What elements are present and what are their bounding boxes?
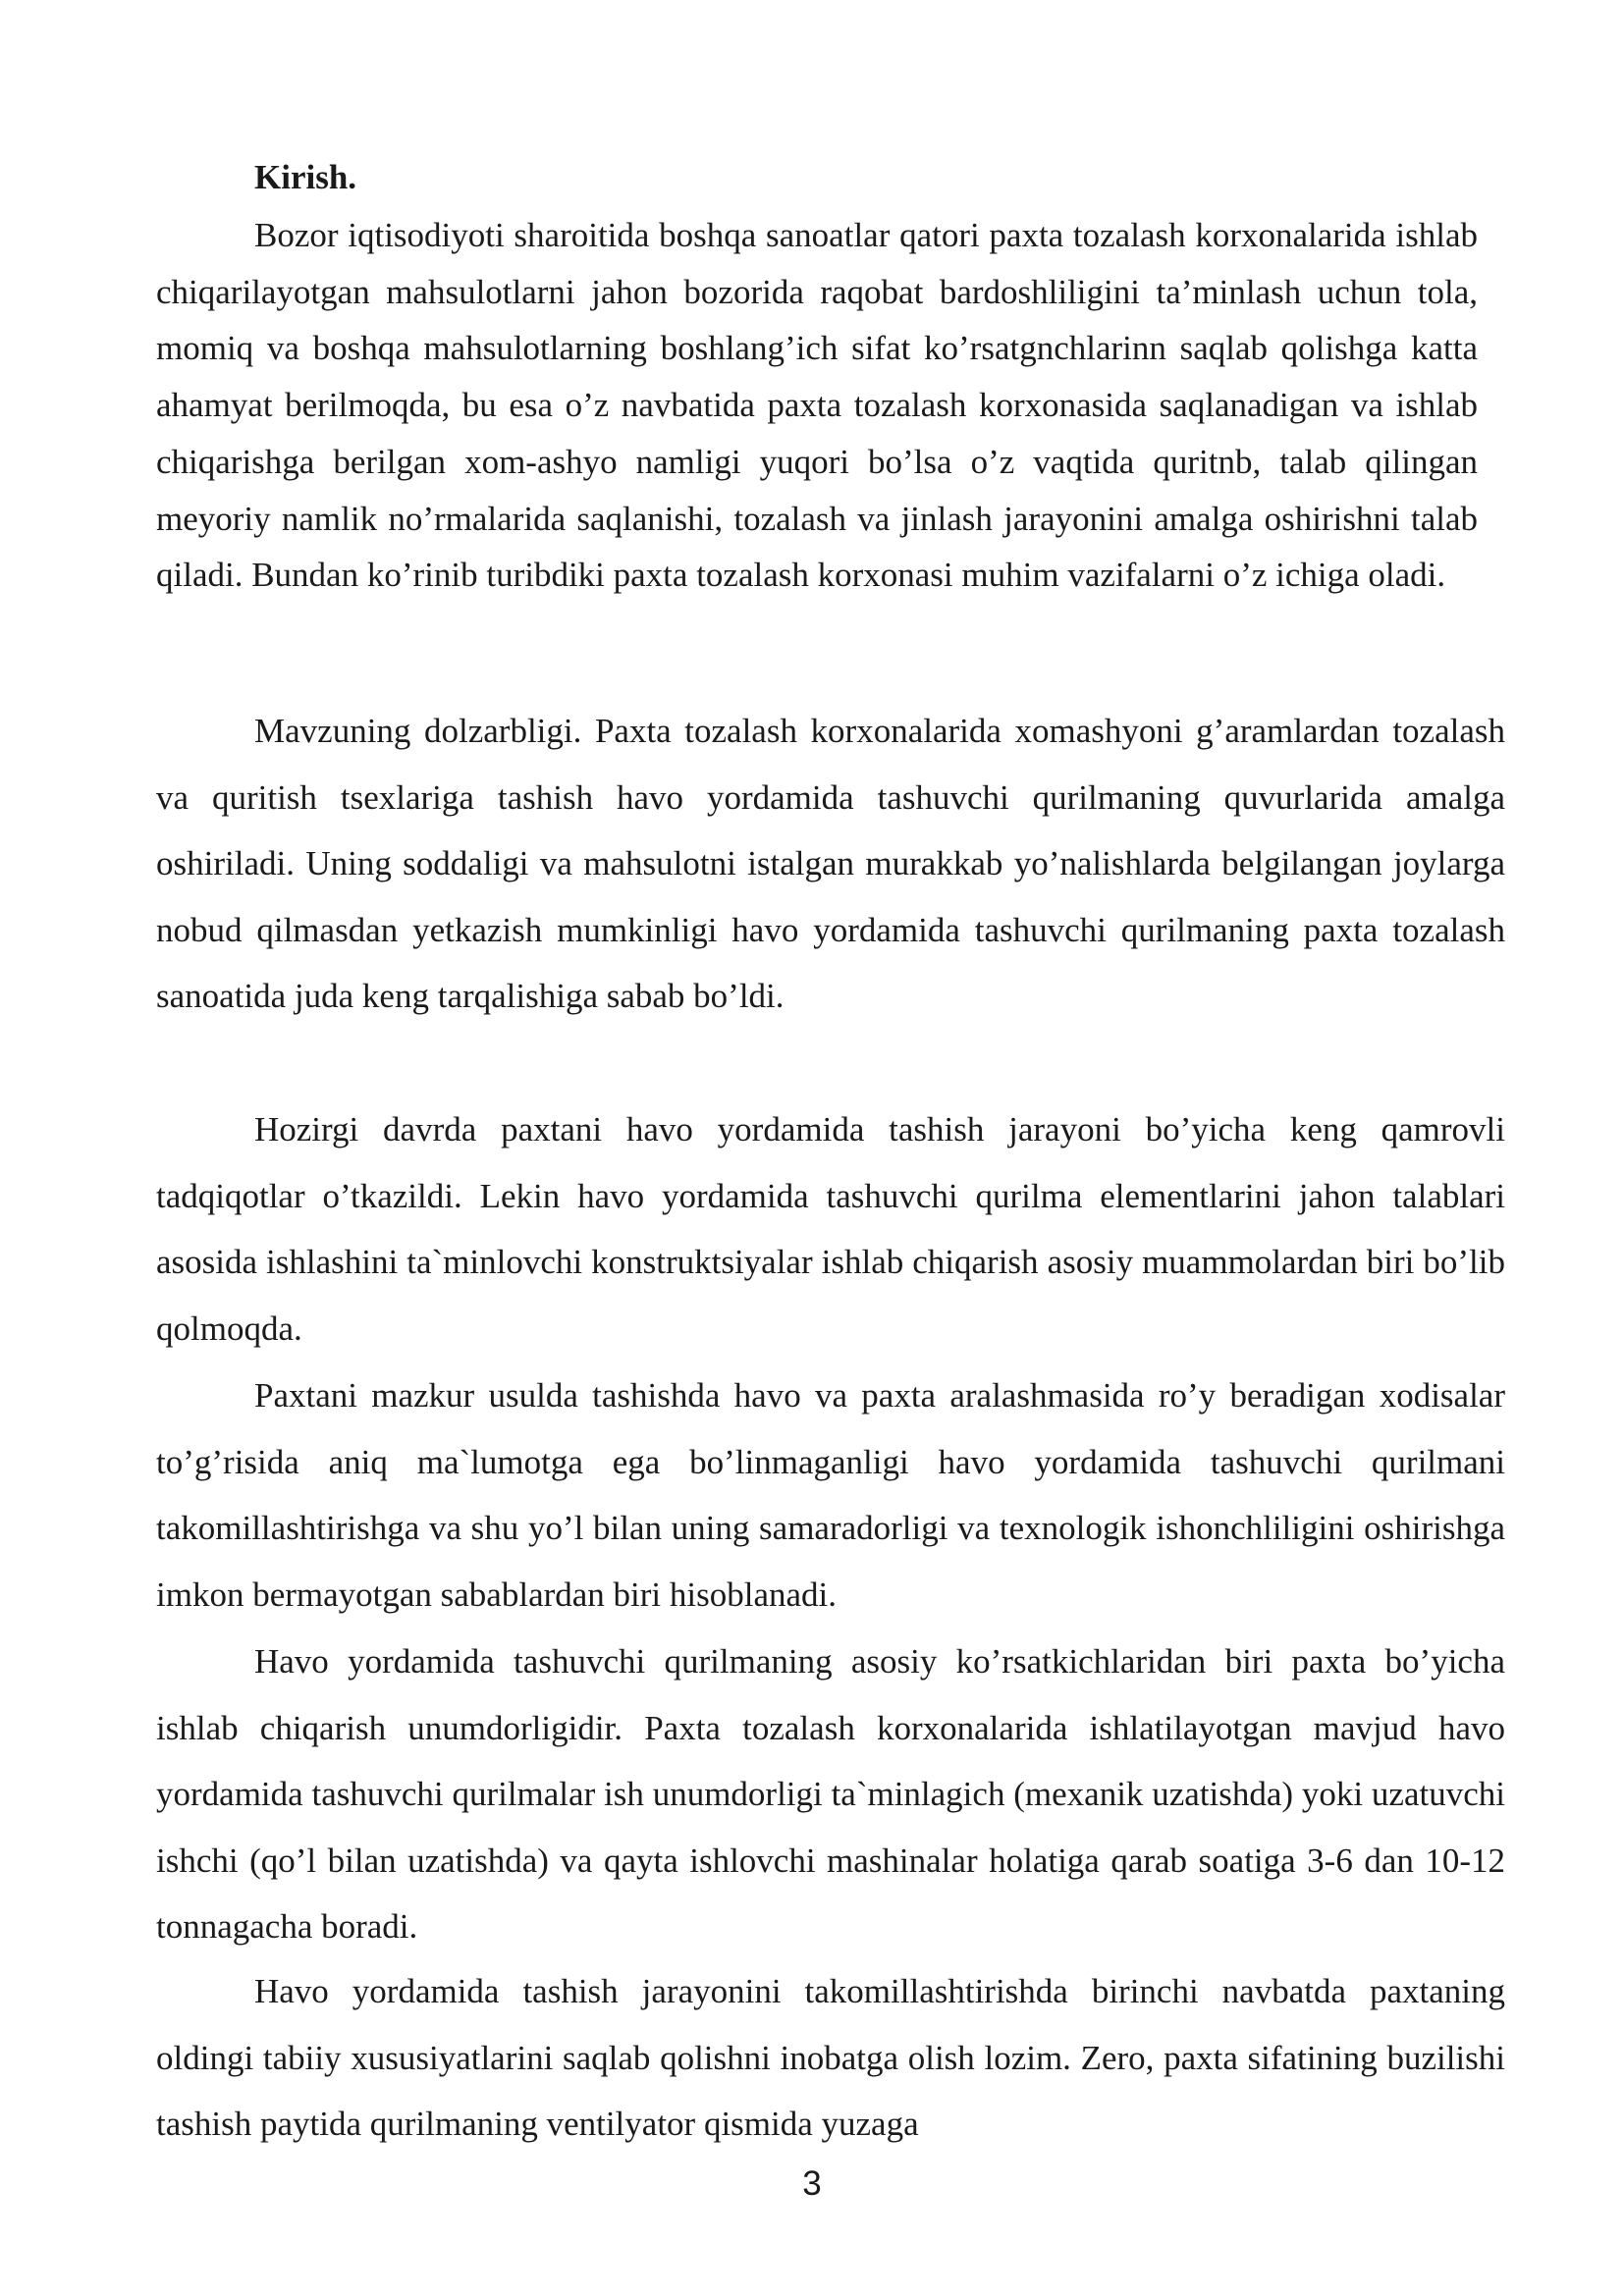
section-heading: Kirish.: [254, 158, 357, 196]
paragraph-transport-method: Paxtani mazkur usulda tashishda havo va paxta aralashmasida ro’y beradigan xodisalar to’g’risida aniq ma`lumotga ega bo’linmaganligi havo yordamida tashuvchi qurilmani takomillashtirishga va shu yo’l bilan uning samaradorligi va texnologik ishonchliligini oshirishga imkon bermayotgan sabablardan biri hisoblanadi.: [156, 1376, 1505, 1614]
page-number: 3: [802, 2164, 822, 2203]
paragraph-research: Hozirgi davrda paxtani havo yordamida tashish jarayoni bo’yicha keng qamrovli tadqiqotlar o’tkazildi. Lekin havo yordamida tashuvchi qurilma elementlarini jahon talablari asosida ishlashini ta`minlovchi konstruktsiyalar ishlab chiqarish asosiy muammolardan biri bo’lib qolmoqda.: [156, 1110, 1505, 1348]
paragraph-improvement: Havo yordamida tashish jarayonini takomillashtirishda birinchi navbatda paxtaning oldingi tabiiy xususiyatlarini saqlab qolishni inobatga olish lozim. Zero, paxta sifatining buzilishi tashish paytida qurilmaning ventilyator qismida yuzaga: [156, 1972, 1505, 2143]
paragraph-productivity: Havo yordamida tashuvchi qurilmaning asosiy ko’rsatkichlaridan biri paxta bo’yicha ishlab chiqarish unumdorligidir. Paxta tozalash korxonalarida ishlatilayotgan mavjud havo yordamida tashuvchi qurilmalar ish unumdorligi ta`minlagich (mexanik uzatishda) yoki uzatuvchi ishchi (qo’l bilan uzatishda) va qayta ishlovchi mashinalar holatiga qarab soatiga 3-6 dan 10-12 tonnagacha boradi.: [156, 1642, 1505, 1946]
paragraph-introduction: Bozor iqtisodiyoti sharoitida boshqa sanoatlar qatori paxta tozalash korxonalarida ishlab chiqarilayotgan mahsulotlarni jahon bozorida raqobat bardoshliligini ta’minlash uchun tola, momiq va boshqa mahsulotlarning boshlang’ich sifat ko’rsatgnchlarinn saqlab qolishga katta ahamyat berilmoqda, bu esa o’z navbatida paxta tozalash korxonasida saqlanadigan va ishlab chiqarishga berilgan xom-ashyo namligi yuqori bo’lsa o’z vaqtida quritnb, talab qilingan meyoriy namlik no’rmalarida saqlanishi, tozalash va jinlash jarayonini amalga oshirishni talab qiladi. Bundan ko’rinib turibdiki paxta tozalash korxonasi muhim vazifalarni o’z ichiga oladi.: [156, 216, 1478, 595]
paragraph-relevance: Mavzuning dolzarbligi. Paxta tozalash korxonalarida xomashyoni g’aramlardan tozalash va quritish tsexlariga tashish havo yordamida tashuvchi qurilmaning quvurlarida amalga oshiriladi. Uning soddaligi va mahsulotni istalgan murakkab yo’nalishlarda belgilangan joylarga nobud qilmasdan yetkazish mumkinligi havo yordamida tashuvchi qurilmaning paxta tozalash sanoatida juda keng tarqalishiga sabab bo’ldi.: [156, 712, 1505, 1015]
